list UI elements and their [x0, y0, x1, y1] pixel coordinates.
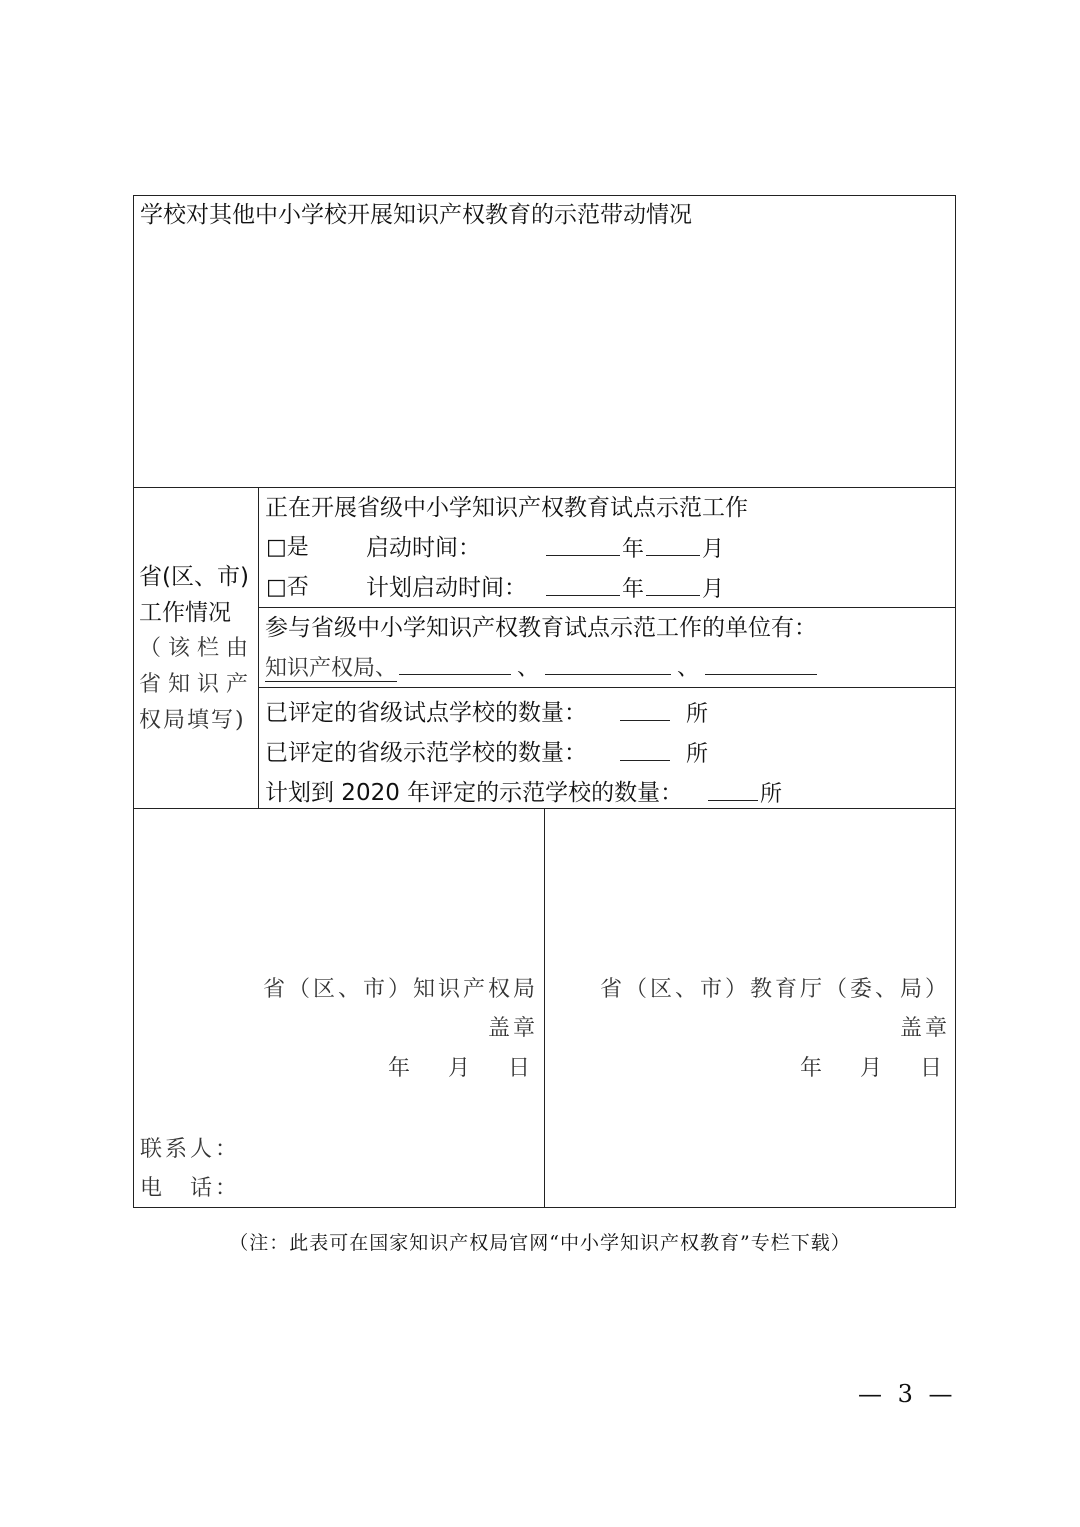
year-blank[interactable]: [546, 533, 620, 556]
separator: 、: [677, 656, 700, 681]
demo-school-count-label: 已评定的省级示范学校的数量：: [265, 740, 587, 766]
row-divider: [258, 607, 956, 608]
pilot-work-title: 正在开展省级中小学知识产权教育试点示范工作: [265, 495, 748, 521]
count-blank[interactable]: [620, 698, 670, 721]
participant-blank[interactable]: [545, 652, 671, 675]
year-char: 年: [622, 577, 645, 602]
demo-school-count-field[interactable]: [618, 738, 708, 770]
year-blank[interactable]: [546, 573, 620, 596]
plan-2020-count-field[interactable]: [706, 778, 782, 810]
pilot-school-count-label: 已评定的省级试点学校的数量：: [265, 700, 587, 726]
separator: 、: [517, 656, 540, 681]
unit-label: 所: [686, 742, 709, 767]
page-number: — 3 —: [858, 1380, 957, 1408]
start-time-field[interactable]: [544, 533, 724, 565]
participant-ip-office: 知识产权局、: [265, 656, 398, 681]
education-dept-signature-org: 省（区、市）教育厅（委、局）: [599, 977, 950, 1002]
work-status-label: 工作情况: [139, 600, 231, 626]
education-dept-seal: 盖章: [899, 1016, 950, 1041]
column-divider: [544, 808, 545, 1208]
no-checkbox[interactable]: □否: [266, 575, 309, 600]
count-blank[interactable]: [620, 738, 670, 761]
month-blank[interactable]: [646, 573, 700, 596]
ip-office-date: 年 月 日: [387, 1056, 538, 1081]
month-blank[interactable]: [646, 533, 700, 556]
fill-note-label: 权局填写): [139, 708, 246, 733]
month-char: 月: [702, 537, 725, 562]
education-dept-date: 年 月 日: [799, 1056, 950, 1081]
month-char: 月: [702, 577, 725, 602]
contact-person-label: 联系人：: [140, 1137, 241, 1162]
fill-note-label: （该栏由: [139, 636, 256, 661]
pilot-school-count-field[interactable]: [618, 698, 708, 730]
row-divider: [133, 487, 956, 488]
unit-label: 所: [686, 702, 709, 727]
phone-label: 电 话：: [140, 1176, 241, 1201]
row-divider: [258, 687, 956, 688]
count-blank[interactable]: [708, 778, 758, 801]
participants-title: 参与省级中小学知识产权教育试点示范工作的单位有：: [265, 615, 817, 641]
start-time-label: 启动时间：: [366, 535, 481, 561]
ip-office-seal: 盖章: [487, 1016, 538, 1041]
section-title: 学校对其他中小学校开展知识产权教育的示范带动情况: [140, 202, 692, 228]
fill-note-label: 省知识产: [139, 672, 256, 697]
plan-start-label: 计划启动时间：: [366, 575, 527, 601]
column-divider: [258, 487, 259, 808]
year-char: 年: [622, 537, 645, 562]
province-label: 省(区、市): [139, 564, 249, 590]
ip-office-signature-org: 省（区、市）知识产权局: [262, 977, 538, 1002]
participants-field: [265, 652, 819, 684]
participant-blank[interactable]: [705, 652, 817, 675]
download-note: （注：此表可在国家知识产权局官网“中小学知识产权教育”专栏下载）: [229, 1232, 851, 1254]
participant-blank[interactable]: [399, 652, 511, 675]
plan-start-field[interactable]: [544, 573, 724, 605]
yes-checkbox[interactable]: □是: [266, 535, 309, 560]
plan-2020-count-label: 计划到 2020 年评定的示范学校的数量：: [265, 780, 684, 806]
unit-label: 所: [760, 782, 783, 807]
